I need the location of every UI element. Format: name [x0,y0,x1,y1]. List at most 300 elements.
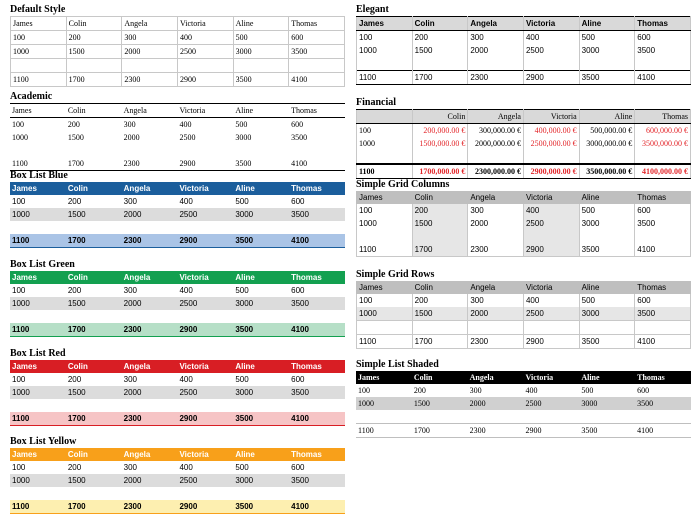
column-header: Aline [233,182,289,195]
table-cell [635,321,691,335]
table-cell: 2500 [523,397,579,410]
column-header: Aline [233,104,289,118]
table-row [11,73,345,87]
table-cell [10,221,66,234]
table-cell [289,399,345,412]
table-cell: 1100 [357,243,413,257]
table-cell: 4100 [289,73,345,87]
table-cell: 200 [67,196,82,206]
table-cell: 300 [468,204,524,217]
table-cell [468,230,524,243]
column-header: Angela [122,271,178,284]
table-cell: 1700 [66,234,122,248]
table-row [357,57,691,71]
table-cell: 3000 [233,208,289,221]
table-row [10,500,345,514]
table-cell: 1000 [357,44,413,57]
table-cell: 3000 [233,386,289,399]
table-cell: 200 [412,31,468,45]
table-cell: 300 [123,196,138,206]
table-cell: 500 [235,196,249,206]
table-title: Box List Red [10,348,66,359]
table-cell: 2300,000.00 € [468,164,524,179]
table-row [10,412,345,426]
table-cell [122,221,178,234]
table-cell: 2500 [177,297,233,310]
table-cell: 1500 [66,45,122,59]
table-cell: 400 [179,374,193,384]
header-row [10,360,345,373]
table-cell: 3000 [579,217,635,230]
table-cell: 600 [291,119,304,129]
table-cell: 3000 [579,397,635,410]
box-list-red-block [10,348,345,426]
table-cell: 4100 [635,71,691,85]
table-cell: 200 [67,462,82,472]
table-cell [356,410,412,424]
table-cell: 2000 [122,45,178,59]
table-cell: 2300 [468,335,524,349]
table-cell [289,487,345,500]
table-cell [66,399,122,412]
table-cell [10,310,66,323]
table-cell [10,144,66,157]
table-cell: 2300 [122,73,178,87]
table-cell: 400 [523,204,579,217]
table-cell: 2900 [523,71,579,85]
table-cell [523,230,579,243]
table-cell [579,321,635,335]
column-header: Colin [412,281,468,294]
table-cell: 1700,000.00 € [412,164,468,179]
default-style-block [10,4,345,87]
table-cell: 2500 [523,44,579,57]
table-row [357,321,691,335]
column-header: Victoria [177,271,233,284]
table-cell: 400 [177,31,233,45]
table-cell: 2300 [122,234,178,248]
table-row [357,243,691,257]
table-cell: 400 [525,385,538,395]
table-row [357,124,691,138]
table-cell: 2000 [122,297,178,310]
column-header: Thomas [289,17,345,31]
table-row [10,221,345,234]
column-header: Colin [66,17,122,31]
table-row [357,164,691,179]
column-header: Angela [468,371,524,384]
column-header: James [356,371,412,384]
table-cell [357,150,413,164]
box-list-yellow-block [10,436,345,514]
table-cell [10,399,66,412]
table-cell: 500 [235,374,249,384]
table-cell [523,410,579,424]
table-cell: 1700 [66,157,122,171]
table-cell: 2900 [177,73,233,87]
table-cell: 1700 [412,243,468,257]
column-header: Angela [122,360,178,373]
table-cell [233,310,289,323]
table-row [10,131,345,144]
table-cell [122,310,178,323]
column-header: Colin [66,360,122,373]
column-header: Aline [579,191,635,204]
column-header: Aline [579,17,635,31]
column-header: James [11,17,67,31]
table-cell: 500 [579,294,635,307]
table-cell: 400 [179,196,193,206]
column-header: Thomas [289,360,345,373]
table-cell: 1700 [66,412,122,426]
box-list-blue-block [10,170,345,248]
table-cell: 3500 [635,44,691,57]
table-cell: 2300 [468,243,524,257]
table-cell: 1000 [12,132,28,142]
table-cell [289,221,345,234]
column-header: Thomas [635,17,691,31]
table-cell: 3500,000.00 € [579,164,635,179]
table-row [356,424,691,438]
table-cell: 2000 [468,307,524,321]
table-cell: 3500 [233,412,289,426]
column-header: Angela [122,448,178,461]
table-row [10,474,345,487]
box-list-blue-table [10,182,345,248]
column-header: Thomas [289,448,345,461]
table-cell: 1100 [356,424,412,438]
table-cell: 600,000.00 € [635,124,691,138]
table-cell [289,59,345,73]
column-header: Victoria [523,110,579,124]
table-cell: 300 [469,385,482,395]
table-cell [468,321,524,335]
table-title: Box List Blue [10,170,68,181]
table-cell: 3500 [289,297,345,310]
table-cell: 1700 [412,424,468,438]
table-cell [468,150,524,164]
table-row [357,217,691,230]
table-cell [177,221,233,234]
column-header: Colin [412,371,468,384]
column-header: Victoria [177,104,233,118]
table-row [10,399,345,412]
table-cell: 400 [179,462,193,472]
table-row [10,323,345,337]
column-header: Thomas [289,271,345,284]
table-title: Simple Grid Rows [356,269,435,280]
table-cell: 1100 [10,500,66,514]
table-row [11,45,345,59]
header-row [357,281,691,294]
table-cell: 4100 [635,424,691,438]
table-cell: 3500 [579,424,635,438]
column-header: Victoria [177,17,233,31]
table-title: Elegant [356,4,389,15]
table-cell: 100 [357,31,413,45]
table-title: Default Style [10,4,66,15]
table-cell: 1100 [357,71,413,85]
table-cell [468,57,524,71]
column-header: James [357,281,413,294]
column-header: James [10,448,66,461]
column-header: Thomas [289,104,345,118]
table-cell [468,410,524,424]
table-cell: 400 [523,31,579,45]
column-header [357,110,413,124]
table-row [357,335,691,349]
table-cell: 2300 [122,412,178,426]
table-cell [357,57,413,71]
table-cell: 2900 [523,424,579,438]
table-row [357,137,691,150]
table-cell: 2900 [177,323,233,337]
table-row [10,310,345,323]
table-cell: 4100 [289,157,345,171]
table-cell: 600 [291,374,305,384]
table-cell: 300 [468,294,524,307]
table-cell: 1500 [66,386,122,399]
table-row [10,373,345,386]
table-row [10,157,345,171]
table-cell: 1000 [10,297,66,310]
elegant-block [356,4,691,85]
table-cell: 1500 [412,44,468,57]
table-cell [66,59,122,73]
table-cell: 100 [12,119,24,129]
table-cell: 3500 [289,386,345,399]
header-row [357,17,691,31]
table-cell: 4100 [289,412,345,426]
table-row [10,386,345,399]
table-cell [233,487,289,500]
table-row [357,230,691,243]
table-cell: 3500 [579,71,635,85]
table-cell: 100 [357,294,413,307]
table-cell: 1500 [412,397,468,410]
simple-grid-rows-block [356,269,691,349]
column-header: James [357,191,413,204]
table-cell: 1000 [10,386,66,399]
table-cell: 1000 [357,137,413,150]
header-row [356,371,691,384]
table-row [357,31,691,45]
table-cell [579,150,635,164]
table-row [11,59,345,73]
table-cell: 2500 [523,217,579,230]
table-cell: 100 [12,374,26,384]
table-row [357,44,691,57]
header-row [10,448,345,461]
table-cell [66,310,122,323]
box-list-green-block [10,259,345,337]
table-cell: 1000 [357,307,413,321]
table-row [10,461,345,474]
table-cell: 3500 [291,132,308,142]
table-row [357,307,691,321]
table-cell: 2000 [468,44,524,57]
table-cell [66,144,122,157]
table-cell: 3000 [579,44,635,57]
table-cell [412,410,468,424]
table-cell: 2500 [523,307,579,321]
elegant-table [356,16,691,85]
table-cell: 4100 [289,234,345,248]
table-cell [523,321,579,335]
column-header: Colin [412,17,468,31]
table-cell: 3000,000.00 € [579,137,635,150]
table-cell: 200 [67,374,82,384]
table-cell [10,487,66,500]
table-cell: 100 [12,196,26,206]
table-row [357,294,691,307]
table-cell: 1100 [357,335,413,349]
table-cell: 1000 [357,217,413,230]
table-cell: 1700 [412,71,468,85]
table-cell: 600 [291,285,305,295]
box-list-red-table [10,360,345,426]
table-title: Academic [10,91,53,102]
table-row [10,208,345,221]
table-cell: 1100 [10,157,66,171]
academic-block [10,91,345,171]
table-cell: 4100 [635,335,691,349]
table-cell [66,221,122,234]
header-row [10,104,345,118]
simple-list-shaded-table [356,371,691,438]
table-cell [289,144,345,157]
table-row [10,297,345,310]
table-cell: 100 [358,385,370,395]
table-cell [579,57,635,71]
box-list-green-table [10,271,345,337]
table-cell: 3000 [579,307,635,321]
table-cell [579,230,635,243]
table-cell: 2500 [179,132,196,142]
table-cell: 3500 [635,217,691,230]
table-cell: 3000 [235,132,252,142]
table-cell: 1100 [357,164,413,179]
table-cell: 1100 [10,234,66,248]
table-cell: 600 [289,31,345,45]
header-row [10,182,345,195]
table-title: Box List Green [10,259,75,270]
table-cell [635,230,691,243]
table-cell: 1500 [412,307,468,321]
table-cell: 3500,000.00 € [635,137,691,150]
column-header: Aline [579,110,635,124]
box-list-yellow-table [10,448,345,514]
table-cell: 200,000.00 € [412,124,468,138]
table-cell [233,144,289,157]
table-row [10,284,345,297]
table-cell: 2000 [123,132,140,142]
table-cell: 500 [235,462,249,472]
table-cell: 100 [12,285,26,295]
table-row [356,397,691,410]
header-row [357,110,691,124]
table-cell: 300 [123,285,138,295]
column-header: Victoria [523,17,579,31]
column-header: Colin [66,271,122,284]
table-cell: 1000 [356,397,412,410]
table-row [10,118,345,132]
header-row [357,191,691,204]
table-cell [289,310,345,323]
table-title: Financial [356,97,397,108]
table-row [357,71,691,85]
table-cell: 300 [122,31,178,45]
table-cell: 600 [291,462,305,472]
column-header: Thomas [635,191,691,204]
table-cell: 400 [179,119,192,129]
table-row [356,410,691,424]
table-cell: 4100 [289,500,345,514]
table-cell: 2300 [122,323,178,337]
table-row [356,384,691,397]
table-cell: 2300 [468,424,524,438]
table-cell: 400 [523,294,579,307]
table-cell: 2300 [122,157,178,171]
table-cell: 2000,000.00 € [468,137,524,150]
table-cell: 3500 [233,157,289,171]
table-cell [412,321,468,335]
simple-list-shaded-block [356,359,691,438]
column-header: James [10,104,66,118]
column-header: Colin [66,448,122,461]
table-cell: 1700 [66,500,122,514]
table-cell: 2900,000.00 € [523,164,579,179]
column-header: James [10,182,66,195]
table-cell: 1100 [11,73,67,87]
financial-block [356,97,691,179]
table-cell: 1500 [66,208,122,221]
table-cell: 1100 [10,323,66,337]
table-cell: 200 [412,294,468,307]
table-cell: 3500 [289,474,345,487]
column-header: Victoria [523,281,579,294]
column-header: Thomas [289,182,345,195]
table-cell: 500 [233,31,289,45]
table-cell [579,410,635,424]
column-header: Angela [468,281,524,294]
table-cell: 1700 [66,73,122,87]
table-cell: 3000 [233,474,289,487]
table-cell: 2000 [122,208,178,221]
table-cell: 100 [12,462,26,472]
table-cell: 200 [67,119,80,129]
table-cell: 500 [235,285,249,295]
table-cell: 500 [579,31,635,45]
column-header: Angela [122,104,178,118]
table-cell: 300 [123,462,138,472]
table-cell [177,59,233,73]
table-cell: 2500 [177,386,233,399]
table-cell [412,230,468,243]
table-cell: 3500 [289,208,345,221]
table-cell: 2900 [177,234,233,248]
table-cell [412,57,468,71]
table-cell: 100 [357,124,413,138]
financial-table [356,109,691,179]
table-cell: 2000 [468,217,524,230]
table-cell: 3500 [579,335,635,349]
table-cell: 4100,000.00 € [635,164,691,179]
table-row [357,150,691,164]
table-cell [233,221,289,234]
table-cell [635,57,691,71]
column-header: Angela [468,110,524,124]
